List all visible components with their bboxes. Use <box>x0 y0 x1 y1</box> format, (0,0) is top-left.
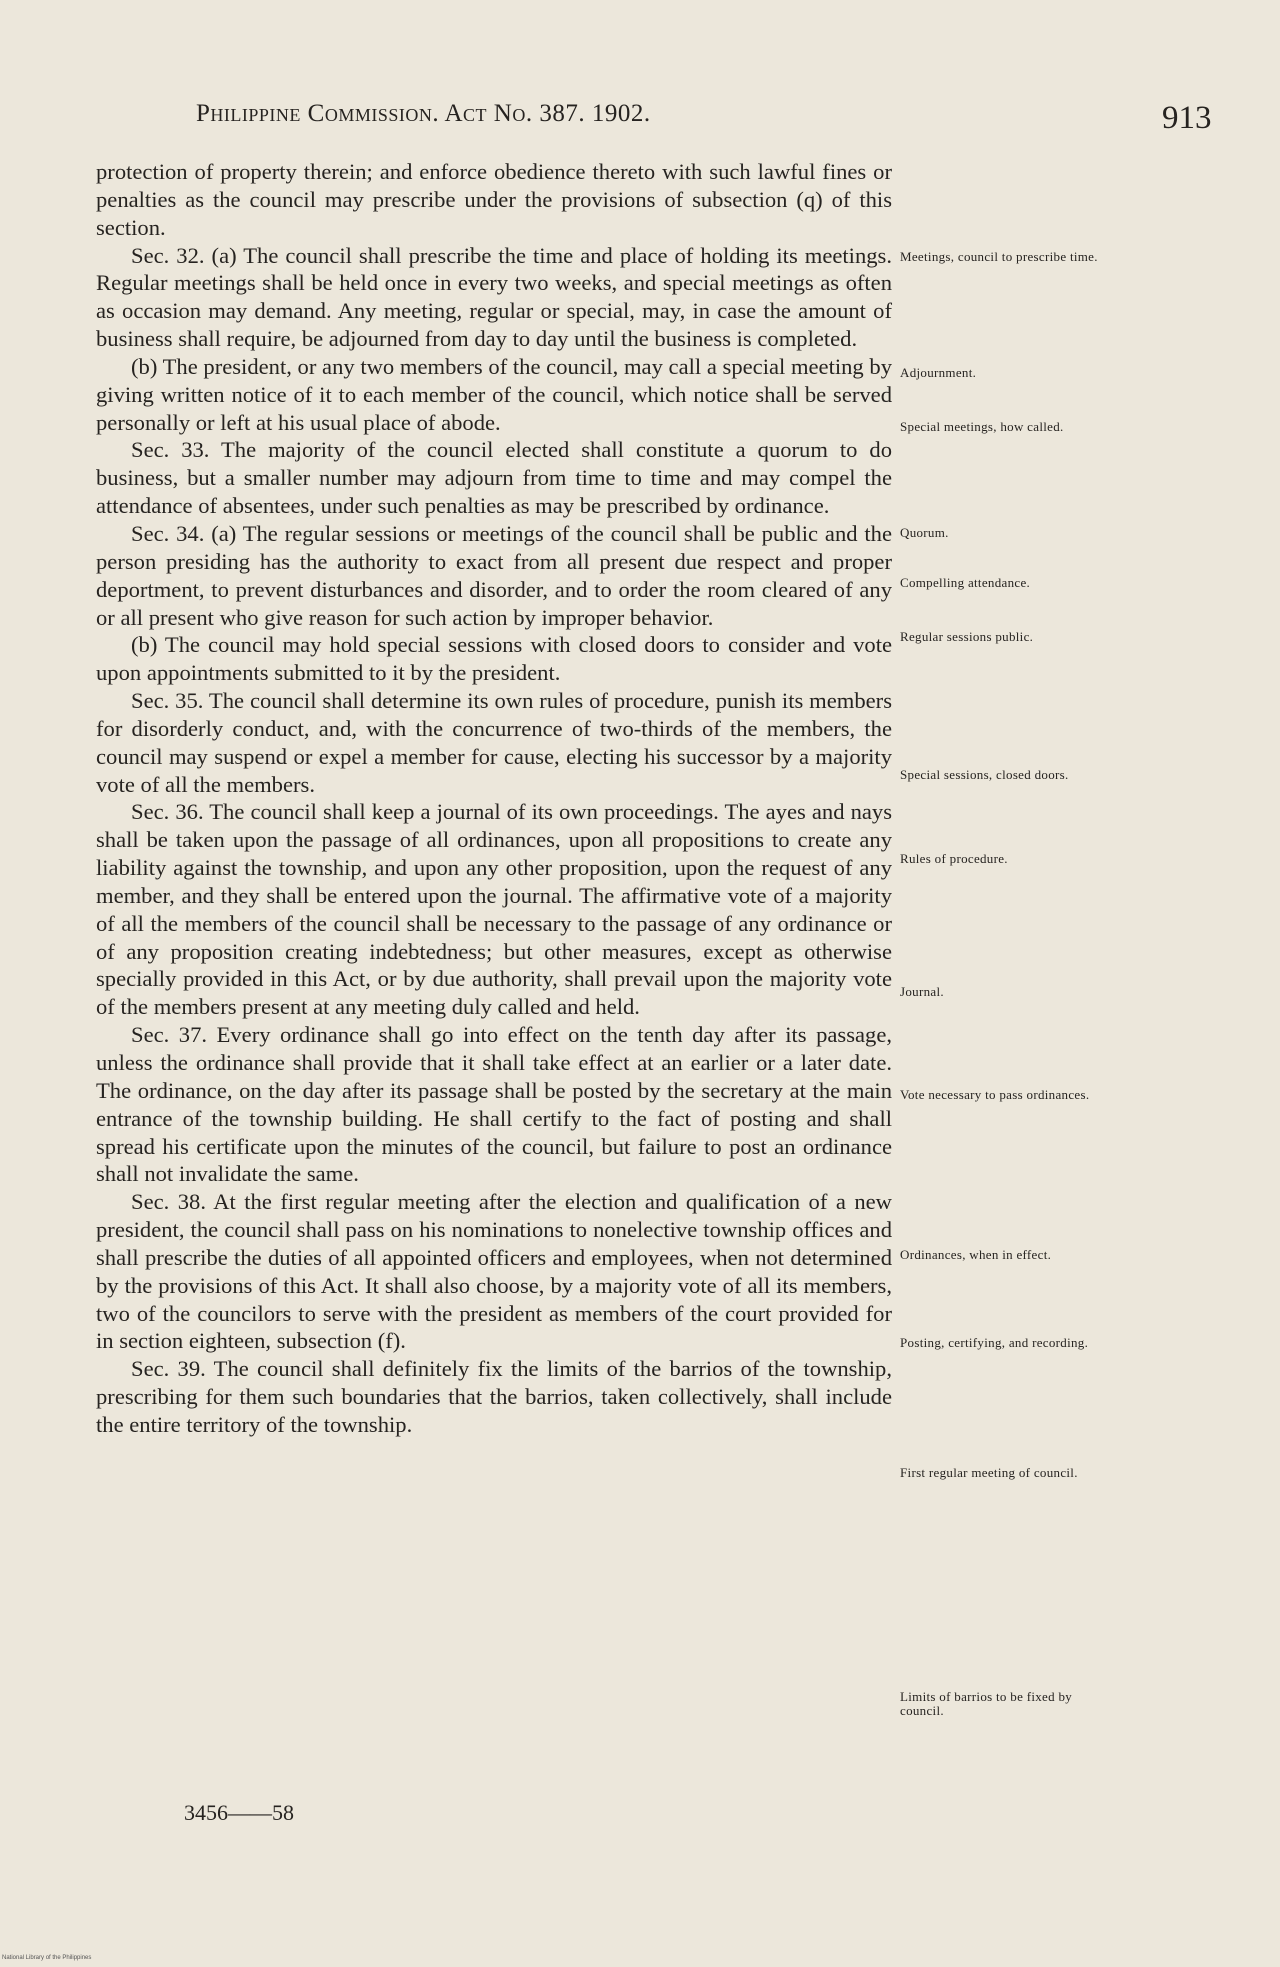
margin-note-special-meetings: Special meetings, how called. <box>900 419 1064 434</box>
margin-note-limits-of-barrios: Limits of barrios to be fixed by council. <box>900 1689 1073 1718</box>
paragraph-sec-32a: Sec. 32. (a) The council shall prescribe the time and place of holding its meetings. Regular meetings shall be held once in every two weeks, and special meetings as often as occasion may demand. Any meeting, regular or special, may, in case the amount of business shall require, be adjourned from day to day until the business is completed. <box>96 242 892 352</box>
paragraph-sec-34a: Sec. 34. (a) The regular sessions or meetings of the council shall be public and the person presiding has the authority to exact from all present due respect and proper deportment, to prevent disturbances and disorder, and to order the room cleared of any or all present who give reason for such action by improper behavior. <box>96 520 892 630</box>
paragraph-sec-35: Sec. 35. The council shall determine its own rules of procedure, punish its members for disorderly conduct, and, with the concurrence of two-thirds of the members, the council may suspend or expel a member for cause, electing his successor by a majority vote of all the members. <box>96 688 892 797</box>
paragraph-sec-33: Sec. 33. The majority of the council elected shall constitute a quorum to do business, but a smaller number may adjourn from time to time and may compel the attendance of absentees, under such penalties as may be prescribed by ordinance. <box>96 437 892 519</box>
margin-note-adjournment: Adjournment. <box>900 365 977 380</box>
margin-note-journal: Journal. <box>900 984 944 999</box>
footer-credit: National Library of the Philippines <box>2 1955 92 1961</box>
paragraph-sec-34b: (b) The council may hold special sessions with closed doors to consider and vote upon appointments submitted to it by the president. <box>96 632 892 686</box>
margin-note-special-sessions: Special sessions, closed doors. <box>900 767 1069 782</box>
paragraph-sec-37: Sec. 37. Every ordinance shall go into effect on the tenth day after its passage, unless the ordinance shall provide that it shall take effect at an earlier or a later date. The ordinance, on the day after its passage shall be posted by the secretary at the main entrance of the township building. He shall certify to the fact of posting and shall spread his certificate upon the minutes of the council, but failure to post an ordinance shall not invalidate the same. <box>96 1022 892 1187</box>
margin-note-vote-necessary: Vote necessary to pass ordinances. <box>900 1087 1090 1102</box>
running-head: Philippine Commission. Act No. 387. 1902. <box>196 100 651 127</box>
margin-note-posting: Posting, certifying, and recording. <box>900 1335 1089 1350</box>
margin-note-meetings: Meetings, council to prescribe time. <box>900 249 1098 264</box>
margin-note-quorum: Quorum. <box>900 525 949 540</box>
paragraph-sec-39: Sec. 39. The council shall definitely fix the limits of the barrios of the township, prescribing for them such boundaries that the barrios, taken collectively, shall include the entire territory of the township. <box>96 1356 892 1437</box>
paragraph-sec-32b: (b) The president, or any two members of the council, may call a special meeting by giving written notice of it to each member of the council, which notice shall be served personally or left at his usual place of abode. <box>96 353 892 435</box>
paragraph-sec-38: Sec. 38. At the first regular meeting after the election and qualification of a new president, the council shall pass on his nominations to nonelective township offices and shall prescribe the duties of all appointed officers and employees, when not determined by the provisions of this Act. It shall also choose, by a majority vote of all its members, two of the councilors to serve with the president as members of the court provided for in section eighteen, subsection (f). <box>96 1189 892 1354</box>
paragraph-sec-36: Sec. 36. The council shall keep a journal of its own proceedings. The ayes and nays shall be taken upon the passage of all ordinances, upon all propositions to create any liability against the township, and upon any other proposition, upon the request of any member, and they shall be entered upon the journal. The affirmative vote of a majority of all the members of the council shall be necessary to the passage of any ordinance or of any proposition creating indebtedness; but other measures, except as otherwise specially provided in this Act, or by due authority, shall prevail upon the majority vote of the members present at any meeting duly called and held. <box>96 799 892 1020</box>
body-text <box>96 158 892 1439</box>
margin-note-regular-sessions: Regular sessions public. <box>900 629 1034 644</box>
paragraph-continuation: protection of property therein; and enforce obedience thereto with such lawful fines or penalties as the council may prescribe under the provisions of subsection (q) of this section. <box>96 159 892 240</box>
margin-note-ordinances-effect: Ordinances, when in effect. <box>900 1247 1052 1262</box>
margin-note-rules-of-procedure: Rules of procedure. <box>900 851 1008 866</box>
page-number: 913 <box>1162 100 1212 136</box>
margin-note-compelling-attendance: Compelling attendance. <box>900 575 1031 590</box>
signature-mark: 3456——58 <box>184 1800 294 1825</box>
margin-note-first-regular-meeting: First regular meeting of council. <box>900 1465 1078 1480</box>
